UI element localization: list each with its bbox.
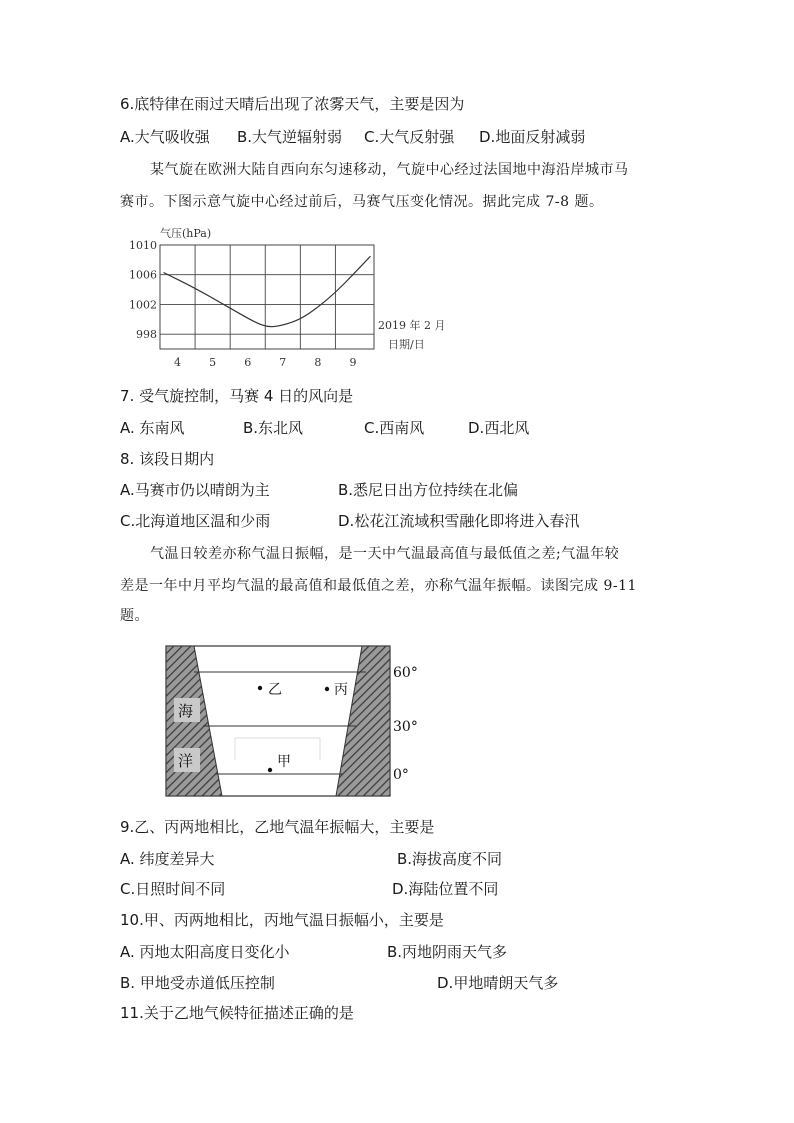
chart-x-tick: 5 (209, 356, 217, 369)
q7-option-d: D.西北风 (468, 419, 530, 437)
chart-xlabel: 日期/日 (388, 338, 425, 351)
q10-option-c: B. 甲地受赤道低压控制 (120, 974, 275, 992)
q10-option-a: A. 丙地太阳高度日变化小 (120, 943, 290, 961)
chart-y-tick: 1006 (129, 268, 157, 282)
chart-ylabel: 气压(hPa) (160, 227, 212, 240)
chart-y-tick: 1010 (129, 239, 157, 252)
passage1-line2: 赛市。下图示意气旋中心经过前后，马赛气压变化情况。据此完成 7-8 题。 (120, 194, 604, 210)
q6-option-d: D.地面反射减弱 (479, 128, 586, 146)
q6-option-a: A.大气吸收强 (120, 128, 210, 146)
point-jia-marker (268, 768, 272, 772)
ocean-label-char1: 海 (178, 702, 194, 720)
lat-0-label: 0° (393, 767, 409, 783)
passage2-line2: 差是一年中月平均气温的最高值和最低值之差，亦称气温年振幅。读图完成 9-11 (120, 578, 637, 594)
q10-option-d: D.甲地晴朗天气多 (437, 974, 559, 992)
chart-x-tick: 9 (349, 356, 357, 369)
lat-30-label: 30° (393, 719, 418, 735)
q6-option-b: B.大气逆辐射弱 (237, 128, 343, 146)
q8-stem: 8. 该段日期内 (120, 450, 215, 468)
chart-y-tick: 1002 (129, 298, 157, 312)
chart-x-tick: 6 (244, 356, 252, 369)
q9-option-b: B.海拔高度不同 (397, 850, 503, 868)
point-yi-marker (258, 686, 262, 690)
q8-option-c: C.北海道地区温和少雨 (120, 512, 271, 530)
latitude-diagram (160, 642, 430, 806)
q7-option-c: C.西南风 (364, 419, 425, 437)
ocean-label-char2: 洋 (178, 752, 194, 770)
chart-x-tick: 8 (314, 356, 322, 369)
q7-option-b: B.东北风 (243, 419, 304, 437)
q9-option-c: C.日照时间不同 (120, 880, 226, 898)
chart-y-tick: 998 (136, 328, 157, 342)
q9-option-a: A. 纬度差异大 (120, 850, 215, 868)
q10-stem: 10.甲、丙两地相比，丙地气温日振幅小，主要是 (120, 911, 444, 929)
point-bing-label: 丙 (334, 682, 348, 698)
q10-option-b: B.丙地阴雨天气多 (387, 943, 508, 961)
passage2-line3: 题。 (120, 608, 149, 624)
chart-x-tick: 4 (174, 356, 182, 369)
point-bing-marker (325, 687, 329, 691)
q9-option-d: D.海陆位置不同 (392, 880, 499, 898)
chart-note: 2019 年 2 月 (378, 319, 446, 332)
point-jia-label: 甲 (277, 754, 291, 770)
q8-option-a: A.马赛市仍以晴朗为主 (120, 481, 270, 499)
q6-option-c: C.大气反射强 (364, 128, 455, 146)
q7-option-a: A. 东南风 (120, 419, 185, 437)
pressure-chart (120, 225, 450, 370)
q11-stem: 11.关于乙地气候特征描述正确的是 (120, 1004, 354, 1022)
passage1-line1: 某气旋在欧洲大陆自西向东匀速移动，气旋中心经过法国地中海沿岸城市马 (150, 162, 629, 178)
passage2-line1: 气温日较差亦称气温日振幅，是一天中气温最高值与最低值之差;气温年较 (150, 546, 620, 562)
pressure-series-line (164, 256, 371, 327)
chart-frame (160, 245, 374, 349)
point-yi-label: 乙 (268, 682, 282, 698)
q8-option-d: D.松花江流域积雪融化即将进入春汛 (338, 512, 580, 530)
lat-60-label: 60° (393, 665, 418, 681)
q7-stem: 7. 受气旋控制，马赛 4 日的风向是 (120, 387, 354, 405)
q6-stem: 6.底特律在雨过天晴后出现了浓雾天气，主要是因为 (120, 95, 465, 113)
q9-stem: 9.乙、丙两地相比，乙地气温年振幅大，主要是 (120, 818, 435, 836)
chart-x-tick: 7 (279, 356, 287, 369)
q8-option-b: B.悉尼日出方位持续在北偏 (338, 481, 519, 499)
